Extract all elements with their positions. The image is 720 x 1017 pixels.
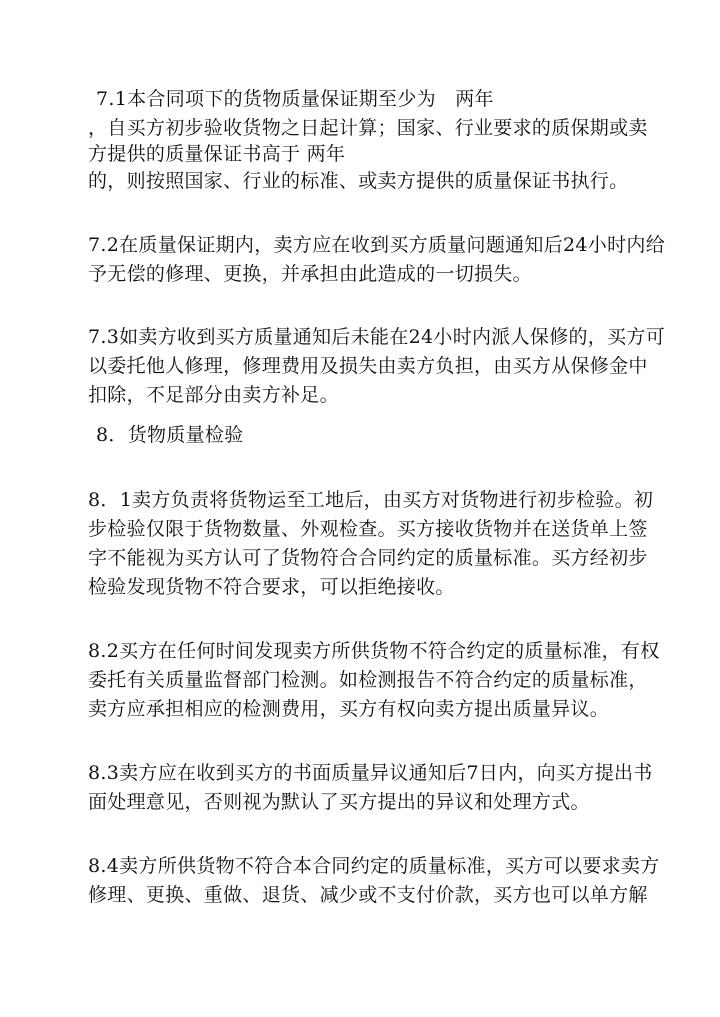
- clause-8-3-line-2: 面处理意见，否则视为默认了买方提出的异议和处理方式。: [88, 791, 590, 813]
- clause-8-1-line-3: 字不能视为买方认可了货物符合合同约定的质量标准。买方经初步: [88, 547, 648, 569]
- clause-7-3-line-1: 7.3如卖方收到买方质量通知后未能在24小时内派人保修的，买方可: [88, 326, 665, 348]
- clause-8-1-line-2: 步检验仅限于货物数量、外观检查。买方接收货物并在送货单上签: [88, 518, 648, 540]
- clause-8-1-line-4: 检验发现货物不符合要求，可以拒绝接收。: [88, 576, 455, 598]
- clause-7-3-line-2: 以委托他人修理，修理费用及损失由卖方负担，由买方从保修金中: [88, 355, 648, 377]
- section-8-heading: 8．货物质量检验: [96, 424, 244, 446]
- clause-8-2-line-1: 8.2买方在任何时间发现卖方所供货物不符合约定的质量标准，有权: [88, 640, 660, 662]
- clause-7-1-line-3: 方提供的质量保证书高于 两年: [88, 143, 346, 165]
- clause-8-2-line-2: 委托有关质量监督部门检测。如检测报告不符合约定的质量标准，: [88, 669, 648, 691]
- clause-7-3-line-3: 扣除，不足部分由卖方补足。: [88, 384, 339, 406]
- clause-7-2-line-2: 予无偿的修理、更换，并承担由此造成的一切损失。: [88, 263, 532, 285]
- clause-7-1-line-2: ，自买方初步验收货物之日起计算；国家、行业要求的质保期或卖: [88, 117, 648, 139]
- clause-7-2-line-1: 7.2在质量保证期内，卖方应在收到买方质量问题通知后24小时内给: [88, 234, 665, 256]
- clause-8-4-line-1: 8.4卖方所供货物不符合本合同约定的质量标准，买方可以要求卖方: [88, 855, 660, 877]
- clause-7-1-line-1: 7.1本合同项下的货物质量保证期至少为 两年: [96, 88, 494, 110]
- clause-7-1-line-4: 的，则按照国家、行业的标准、或卖方提供的质量保证书执行。: [88, 170, 629, 192]
- clause-8-3-line-1: 8.3卖方应在收到买方的书面质量异议通知后7日内，向买方提出书: [88, 762, 653, 784]
- clause-8-1-line-1: 8．1卖方负责将货物运至工地后，由买方对货物进行初步检验。初: [88, 489, 654, 511]
- clause-8-4-line-2: 修理、更换、重做、退货、减少或不支付价款，买方也可以单方解: [88, 884, 648, 906]
- clause-8-2-line-3: 卖方应承担相应的检测费用，买方有权向卖方提出质量异议。: [88, 698, 610, 720]
